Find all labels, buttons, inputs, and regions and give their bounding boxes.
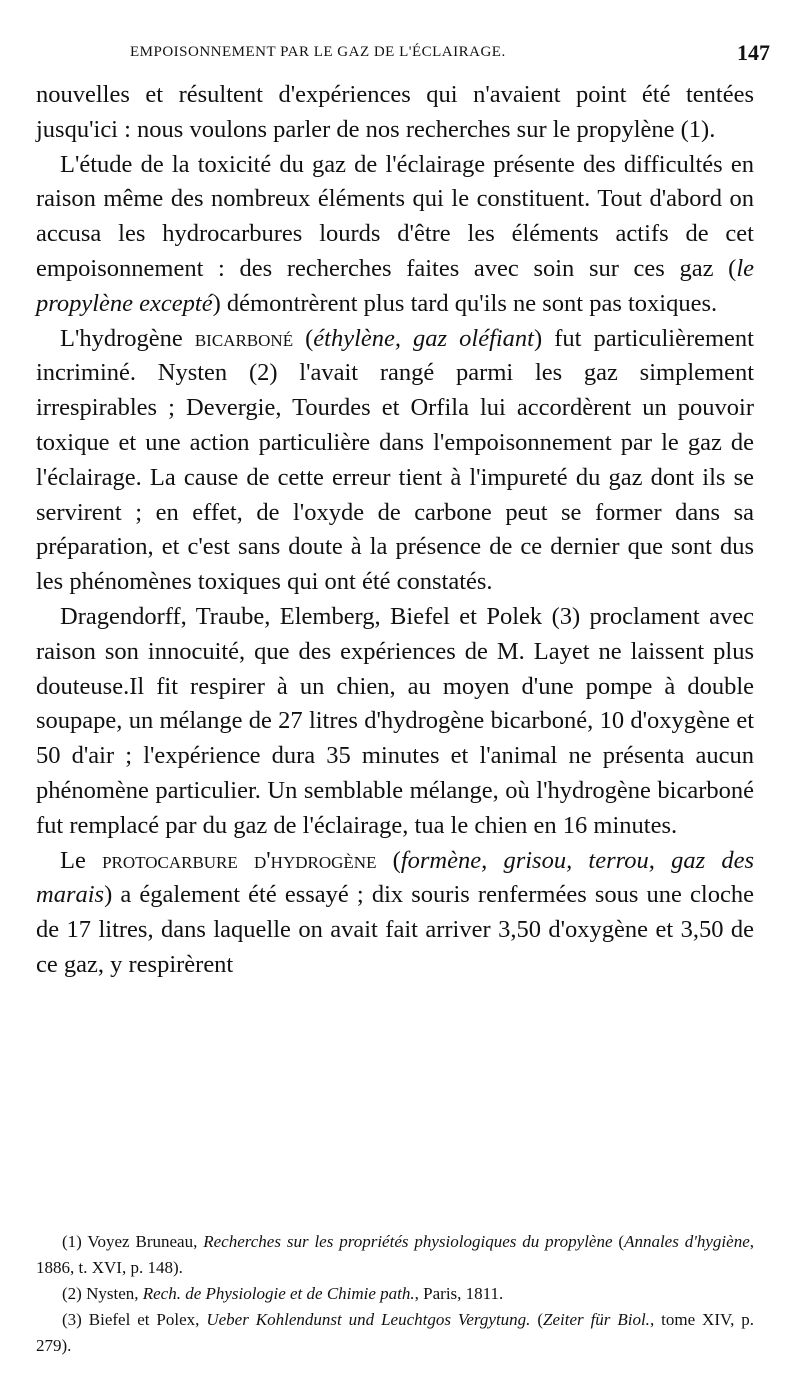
paragraph-3-italic: éthylène, gaz oléfiant: [313, 324, 534, 352]
footnote-2-text-b: , Paris, 1811.: [414, 1284, 504, 1303]
footnote-2-italic: Rech. de Physiologie et de Chimie path.: [142, 1284, 415, 1303]
footnote-2: [36, 1281, 754, 1307]
footnote-2-text-a: (2) Nysten,: [62, 1284, 143, 1303]
footnote-3-text-a: (3) Biefel et Polex,: [62, 1310, 207, 1329]
paragraph-3: [36, 322, 754, 600]
paragraph-5-smallcaps: protocarbure d'hydrogène: [102, 846, 377, 874]
footnote-1-italic: Recherches sur les propriétés physiologiques du propylène: [203, 1232, 613, 1251]
footnote-1-italic-2: Annales d'hygiène: [624, 1232, 750, 1251]
page-number: 147: [737, 40, 770, 65]
paragraph-3-smallcaps: bicarboné: [194, 324, 294, 352]
paragraph-2-italic: le propylène excepté: [36, 254, 754, 317]
paragraph-5-text-a: Le: [60, 846, 103, 874]
paragraph-1: [36, 78, 754, 148]
paragraph-5-text-b: (: [376, 846, 401, 874]
paragraph-3-text-c: ) fut particulièrement incriminé. Nysten (2) l'avait rangé parmi les gaz simplement irrespirables ; Devergie, Tourdes et Orfila lui accordèrent un pouvoir toxique et une action particulière dans l'empoisonnement par le gaz de l'éclairage. La cause de cette erreur tient à l'impureté du gaz dont ils se servirent ; en effet, de l'oxyde de carbone peut se former dans sa préparation, et c'est sans doute à la présence de ce dernier que sont dus les phénomènes toxiques qui ont été constatés.: [36, 324, 754, 596]
paragraph-2-text-b: ) démontrèrent plus tard qu'ils ne sont pas toxiques.: [212, 289, 718, 317]
paragraph-5: [36, 844, 754, 983]
footnote-3-text-c: , tome XIV, p. 279).: [36, 1310, 754, 1355]
paragraph-5-text-c: ) a également été essayé ; dix souris renfermées sous une cloche de 17 litres, dans laquelle on avait fait arriver 3,50 d'oxygène et 3,50 de ce gaz, y respirèrent: [36, 881, 754, 978]
paragraph-4: [36, 600, 754, 844]
running-head: [36, 40, 770, 72]
paragraph-3-text-b: (: [293, 324, 314, 352]
footnote-1-text-a: (1) Voyez Bruneau,: [62, 1232, 204, 1251]
paragraph-2: [36, 148, 754, 322]
running-title: EMPOISONNEMENT PAR LE GAZ DE L'ÉCLAIRAGE.: [130, 44, 506, 60]
paragraph-1-text: nouvelles et résultent d'expériences qui n'avaient point été tentées jusqu'ici : nous voulons parler de nos recherches sur le propylène (1).: [36, 81, 754, 143]
footnote-1-text-b: (: [612, 1232, 625, 1251]
body-text: [36, 78, 754, 983]
footnote-3-italic: Ueber Kohlendunst und Leuchtgos Vergytung.: [206, 1310, 531, 1329]
paragraph-4-text: Dragendorff, Traube, Elemberg, Biefel et Polek (3) proclament avec raison son innocuité, que des expériences de M. Layet ne laissent plus douteuse.Il fit respirer à un chien, au moyen d'une pompe à double soupape, un mélange de 27 litres d'hydrogène bicarboné, 10 d'oxygène et 50 d'air ; l'expérience dura 35 minutes et l'animal ne présenta aucun phénomène particulier. Un semblable mélange, où l'hydrogène bicarboné fut remplacé par du gaz de l'éclairage, tua le chien en 16 minutes.: [36, 602, 754, 839]
footnote-3-text-b: (: [530, 1310, 544, 1329]
paragraph-3-text-a: L'hydrogène: [60, 324, 195, 352]
footnotes: [36, 1229, 754, 1359]
footnote-1: [36, 1229, 754, 1281]
footnote-3-italic-2: Zeiter für Biol.: [543, 1310, 650, 1329]
footnote-3: [36, 1307, 754, 1359]
paragraph-5-italic: formène, grisou, terrou, gaz des marais: [36, 846, 754, 909]
paragraph-2-text-a: L'étude de la toxicité du gaz de l'éclairage présente des difficultés en raison même des nombreux éléments qui le constituent. Tout d'abord on accusa les hydrocarbures lourds d'être les éléments actifs de cet empoisonnement : des recherches faites avec soin sur ces gaz (: [36, 150, 754, 282]
footnote-1-text-c: , 1886, t. XVI, p. 148).: [36, 1232, 754, 1277]
